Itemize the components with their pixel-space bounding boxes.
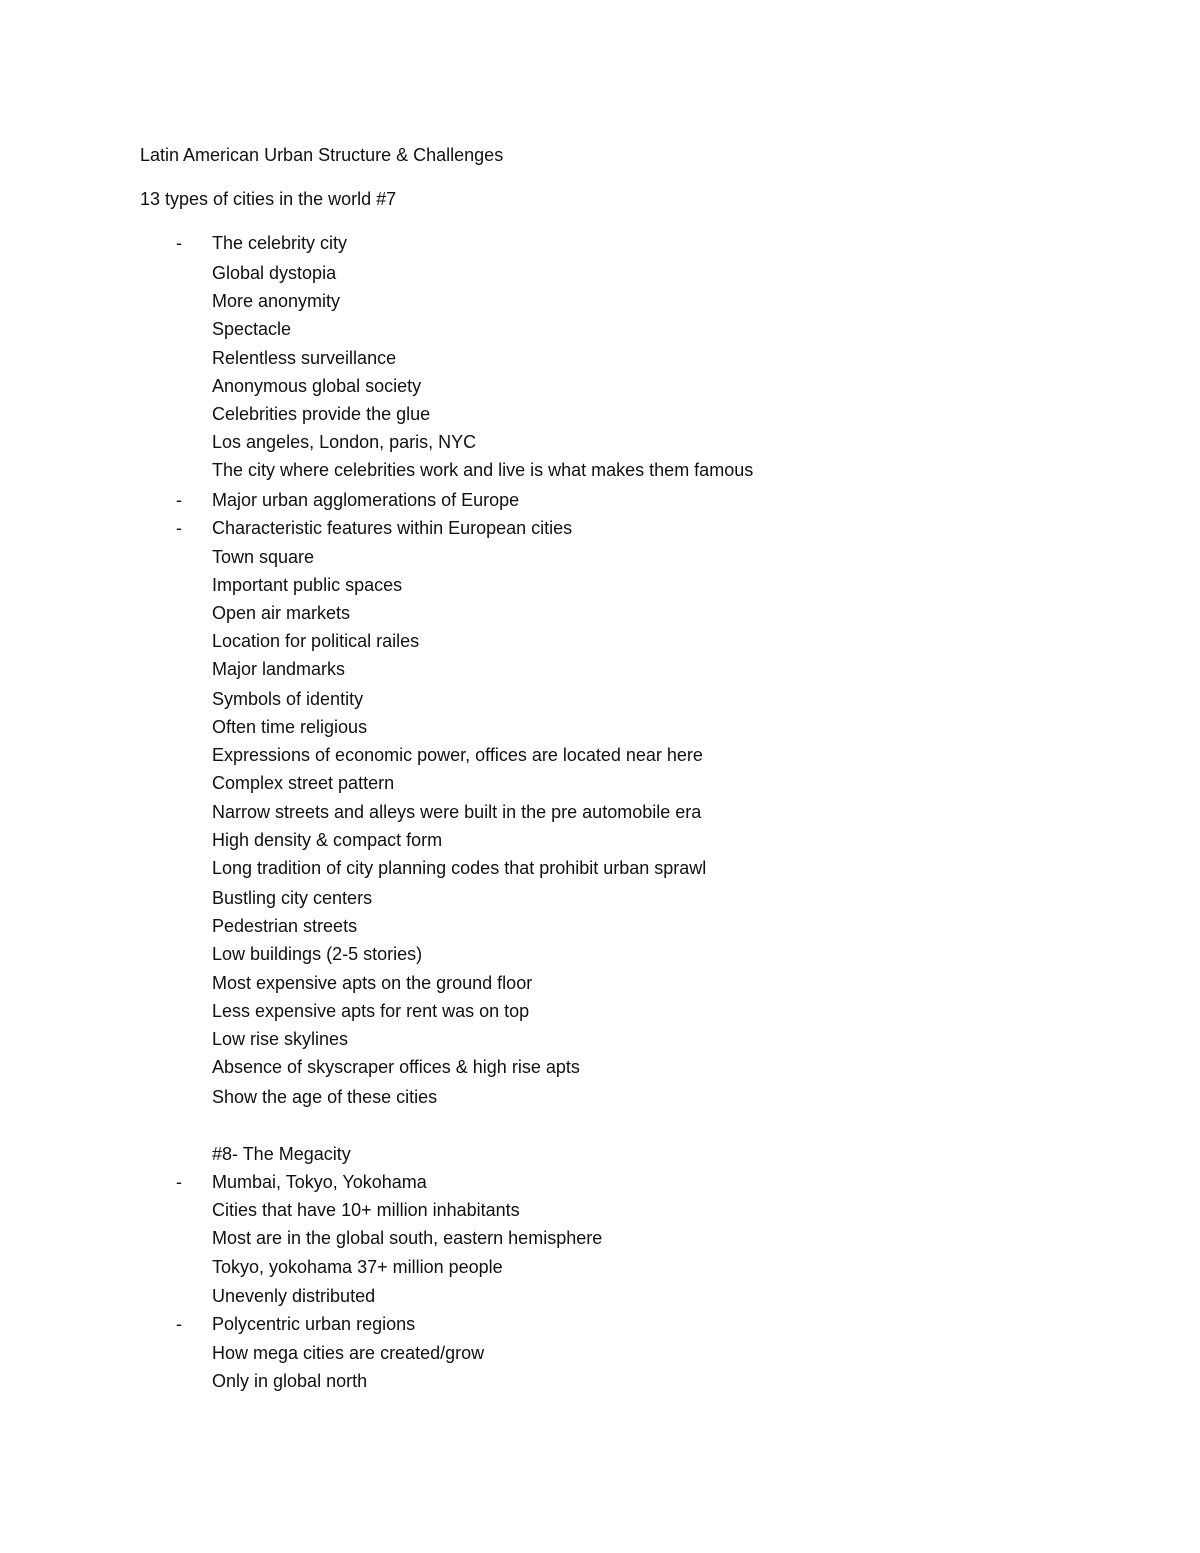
note-line: Global dystopia	[212, 263, 337, 283]
bullet-dash: -	[176, 518, 182, 538]
note-line: Pedestrian streets	[212, 916, 358, 936]
note-line: Narrow streets and alleys were built in the pre automobile era	[212, 802, 702, 822]
note-line: Town square	[212, 547, 315, 567]
note-line: Anonymous global society	[212, 376, 422, 396]
note-line: How mega cities are created/grow	[212, 1343, 485, 1363]
bullet-dash: -	[176, 1172, 182, 1192]
bullet-dash: -	[176, 490, 182, 510]
bullet-dash: -	[176, 233, 182, 253]
note-line: Long tradition of city planning codes that prohibit urban sprawl	[212, 858, 707, 878]
note-line: The celebrity city	[212, 233, 348, 253]
note-line: Unevenly distributed	[212, 1286, 376, 1306]
note-line: Los angeles, London, paris, NYC	[212, 432, 477, 452]
note-line: Absence of skyscraper offices & high rise apts	[212, 1057, 580, 1077]
note-line: Only in global north	[212, 1371, 368, 1391]
note-line: Low buildings (2-5 stories)	[212, 944, 423, 964]
note-line: Relentless surveillance	[212, 348, 397, 368]
note-line: Low rise skylines	[212, 1029, 349, 1049]
note-line: Important public spaces	[212, 575, 403, 595]
note-line: Complex street pattern	[212, 773, 395, 793]
document-title: Latin American Urban Structure & Challenges	[140, 145, 504, 165]
note-line: Often time religious	[212, 717, 368, 737]
note-line: More anonymity	[212, 291, 341, 311]
note-line: Cities that have 10+ million inhabitants	[212, 1200, 520, 1220]
note-line: High density & compact form	[212, 830, 443, 850]
note-line: Characteristic features within European cities	[212, 518, 573, 538]
note-line: Location for political railes	[212, 631, 420, 651]
note-line: Symbols of identity	[212, 689, 364, 709]
note-line: Most are in the global south, eastern hemisphere	[212, 1228, 603, 1248]
bullet-dash: -	[176, 1314, 182, 1334]
note-line: Less expensive apts for rent was on top	[212, 1001, 530, 1021]
note-line: Bustling city centers	[212, 888, 373, 908]
note-line: Most expensive apts on the ground floor	[212, 973, 533, 993]
note-line: The city where celebrities work and live is what makes them famous	[212, 460, 754, 480]
note-line: Show the age of these cities	[212, 1087, 438, 1107]
note-line: Expressions of economic power, offices are located near here	[212, 745, 703, 765]
note-line: Tokyo, yokohama 37+ million people	[212, 1257, 503, 1277]
note-line: Major urban agglomerations of Europe	[212, 490, 520, 510]
note-line: Polycentric urban regions	[212, 1314, 416, 1334]
note-line: Spectacle	[212, 319, 292, 339]
note-line: Mumbai, Tokyo, Yokohama	[212, 1172, 427, 1192]
note-line: Major landmarks	[212, 659, 346, 679]
document-subtitle: 13 types of cities in the world #7	[140, 189, 397, 209]
note-line: Celebrities provide the glue	[212, 404, 431, 424]
note-line: Open air markets	[212, 603, 351, 623]
note-line: #8- The Megacity	[212, 1144, 351, 1164]
